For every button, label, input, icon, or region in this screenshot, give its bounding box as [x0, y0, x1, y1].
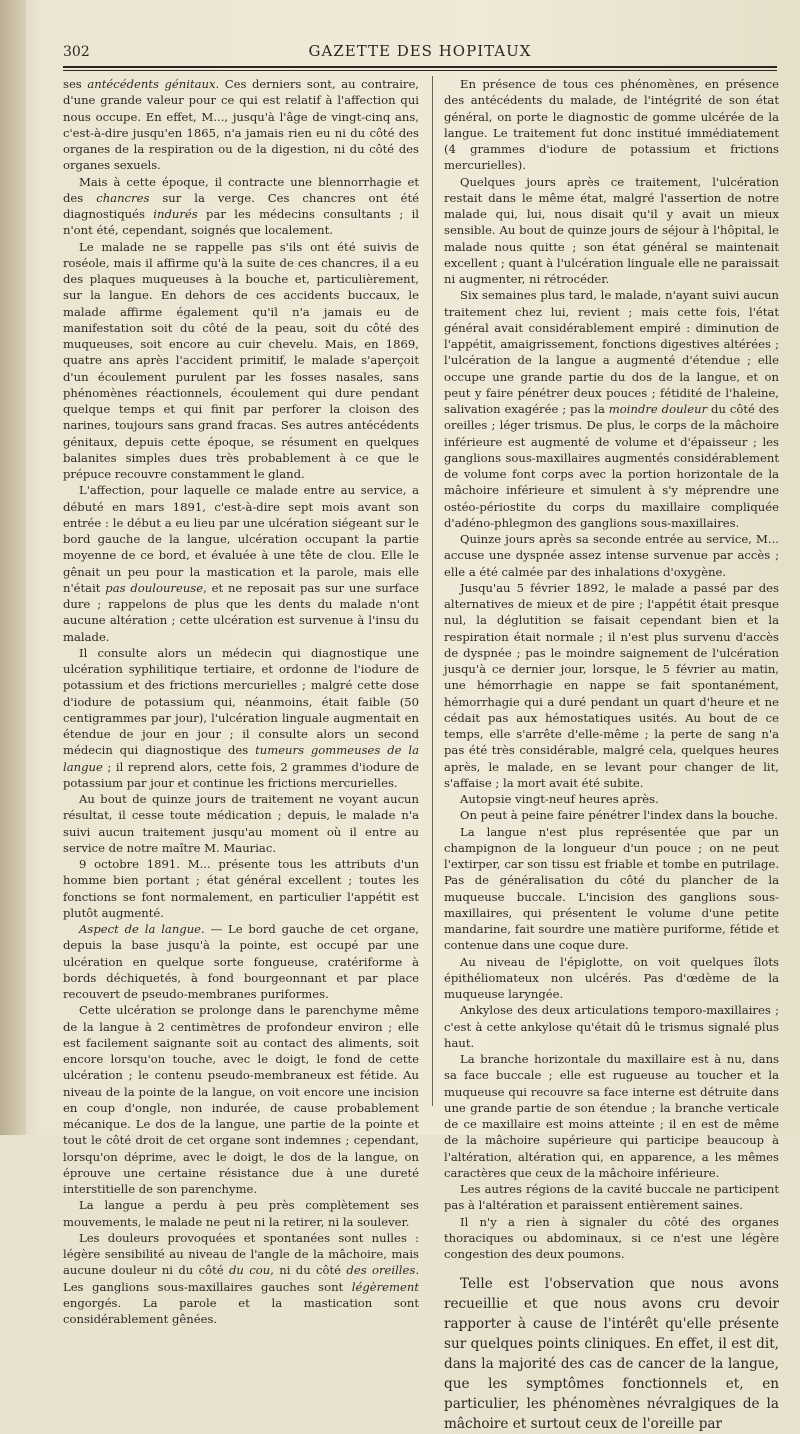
paragraph: Les douleurs provoquées et spontanées sont nulles : légère sensibilité au niveau de l'angle de la mâchoire, mais aucune douleur ni du côté du cou, ni du côté des oreilles. Les ganglions sous-maxillaires gauches sont légèrement engorgés. La parole et la mastication sont considérablement gênées.	[63, 1230, 420, 1326]
conclusion-paragraph: Telle est l'observation que nous avons recueillie et que nous avons cru devoir rapporter à cause de l'intérêt qu'elle présente sur quelques points cliniques. En effet, il est dit, dans la majorité des cas de cancer de la langue, que les symptômes fonctionnels et, en particulier, les phénomènes névralgiques de la mâchoire et surtout ceux de l'oreille par	[444, 1276, 779, 1433]
paragraph: Jusqu'au 5 février 1892, le malade a passé par des alternatives de mieux et de pire ; l'appétit était presque nul, la déglutition se faisait cependant bien et la respiration était normale ; il n'est plus survenu d'accès de dyspnée ; pas le moindre saignement de l'ulcération jusqu'à ce dernier jour, lorsque, le 5 février au matin, une hémorrhagie en nappe se fait spontanément, hémorrhagie qui a duré pendant un quart d'heure et ne cédait pas aux hémostatiques usités. Au bout de ce temps, elle s'arrête d'elle-même ; la perte de sang n'a pas été très considérable, malgré cela, quelques heures après, le malade, en se levant pour changer de lit, s'affaise ; la mort avait été subite.	[444, 580, 779, 790]
paragraph: Le malade ne se rappelle pas s'ils ont été suivis de roséole, mais il affirme qu'à la suite de ces chancres, il a eu des plaques muqueuses à la bouche et, particulièrement, sur la langue. En dehors de ces accidents buccaux, le malade affirme également qu'il n'a jamais eu de manifestation soit du côté de la peau, soit du côté des muqueuses, soit encore au cuir chevelu. Mais, en 1869, quatre ans après l'accident primitif, le malade s'aperçoit d'un écoulement purulent par les fosses nasales, sans phénomènes réactionnels, écoulement qui dure pendant quelque temps et qui finit par perforer la cloison des narines, toujours sans grand fracas. Ses autres antécédents génitaux, depuis cette époque, se résument en quelques balanites simples dues très probablement à ce que le prépuce recouvre constamment le gland.	[63, 239, 419, 481]
paragraph: 9 octobre 1891. M... présente tous les attributs d'un homme bien portant ; état général excellent ; toutes les fonctions se font normalement, en particulier l'appétit est plutôt augmenté.	[63, 857, 419, 920]
paragraph: Aspect de la langue. — Le bord gauche de cet organe, depuis la base jusqu'à la pointe, est occupé par une ulcération en quelque sorte fongueuse, cratériforme à bords déchiquetés, à fond bourgeonnant et par place recouvert de pseudo-membranes puriformes.	[63, 922, 419, 1001]
page-number: 302	[63, 44, 90, 60]
paragraph: Six semaines plus tard, le malade, n'ayant suivi aucun traitement chez lui, revient ; mais cette fois, l'état général avait considérablement empiré : diminution de l'appétit, amaigrissement, fonctions digestives altérées ; l'ulcération de la langue a augmenté d'étendue ; elle occupe une grande partie du dos de la langue, et on peut y faire pénétrer deux pouces ; fétidité de l'haleine, salivation exagérée ; pas la moindre douleur du côté des oreilles ; léger trismus. De plus, le corps de la mâchoire inférieure est augmenté de volume et d'épaisseur ; les ganglions sous-maxillaires augmentés considérablement de volume font corps avec la portion horizontale de la mâchoire inférieure et simulent à s'y méprendre une ostéo-périostite du corps du maxillaire compliquée d'adéno-phlegmon des ganglions sous-maxillaires.	[444, 288, 779, 530]
paragraph: Il consulte alors un médecin qui diagnostique une ulcération syphilitique tertiaire, et ordonne de l'iodure de potassium et des frictions mercurielles ; malgré cette dose d'iodure de potassium qui, néanmoins, était faible (50 centigrammes par jour), l'ulcération linguale augmentait en étendue de jour en jour ; il consulte alors un second médecin qui diagnostique des tumeurs gommeuses de la langue ; il reprend alors, cette fois, 2 grammes d'iodure de potassium par jour et continue les frictions mercurielles.	[63, 645, 419, 790]
paragraph: On peut à peine faire pénétrer l'index dans la bouche.	[460, 808, 778, 823]
paragraph: Quinze jours après sa seconde entrée au service, M... accuse une dyspnée assez intense survenue par accès ; elle a été calmée par des inhalations d'oxygène.	[444, 532, 779, 579]
paragraph: Il n'y a rien à signaler du côté des organes thoraciques ou abdominaux, si ce n'est une légère congestion des deux poumons.	[444, 1214, 779, 1261]
paragraph: ses antécédents génitaux. Ces derniers sont, au contraire, d'une grande valeur pour ce qui est relatif à l'affection qui nous occupe. En effet, M..., jusqu'à l'âge de vingt-cinq ans, c'est-à-dire jusqu'en 1865, n'a jamais rien eu ni du côté des organes de la respiration ou de la digestion, ni du côté des organes sexuels.	[63, 77, 419, 173]
paragraph: Au bout de quinze jours de traitement ne voyant aucun résultat, il cesse toute médication ; depuis, le malade n'a suivi aucun traitement jusqu'au moment où il entre au service de notre maître M. Mauriac.	[63, 792, 419, 855]
paragraph: Autopsie vingt-neuf heures après.	[460, 792, 659, 806]
page-header	[63, 40, 777, 64]
header-rule-thick	[63, 66, 777, 68]
journal-title: GAZETTE DES HOPITAUX	[308, 42, 532, 60]
paragraph: Ankylose des deux articulations temporo-maxillaires ; c'est à cette ankylose qu'était dû le trismus signalé plus haut.	[444, 1003, 779, 1050]
paragraph: La branche horizontale du maxillaire est à nu, dans sa face buccale ; elle est rugueuse au toucher et la muqueuse qui recouvre sa face interne est détruite dans une grande partie de son étendue ; la branche verticale de ce maxillaire est moins atteinte ; il en est de même de la mâchoire supérieure qui participe beaucoup à l'altération, altération qui, en apparence, a les mêmes caractères que ceux de la mâchoire inférieure.	[444, 1052, 779, 1180]
paragraph: Quelques jours après ce traitement, l'ulcération restait dans le même état, malgré l'assertion de notre malade qui, lui, nous disait qu'il y avait un mieux sensible. Au bout de quinze jours de séjour à l'hôpital, le malade nous quitte ; son état général se maintenait excellent ; quant à l'ulcération linguale elle ne paraissait ni augmenter, ni rétrocéder.	[444, 174, 779, 286]
paragraph: En présence de tous ces phénomènes, en présence des antécédents du malade, de l'intégrité de son état général, on porte le diagnostic de gomme ulcérée de la langue. Le traitement fut donc institué immédiatement (4 grammes d'iodure de potassium et frictions mercurielles).	[444, 77, 779, 173]
paragraph: Les autres régions de la cavité buccale ne participent pas à l'altération et paraissent entièrement saines.	[444, 1182, 779, 1213]
binding-gutter	[0, 0, 26, 1135]
right-column	[444, 76, 779, 1433]
paragraph: L'affection, pour laquelle ce malade entre au service, a débuté en mars 1891, c'est-à-dire sept mois avant son entrée : le début a eu lieu par une ulcération siégeant sur le bord gauche de la langue, ulcération occupant la partie moyenne de ce bord, et évaluée à une tête de clou. Elle le gênait un peu pour la mastication et la parole, mais elle n'était pas douloureuse, et ne reposait pas sur une surface dure ; rappelons de plus que les dents du malade n'ont aucune altération ; cette ulcération est survenue à l'insu du malade.	[63, 483, 419, 644]
left-column	[63, 76, 420, 1326]
paragraph: La langue a perdu à peu près complètement ses mouvements, le malade ne peut ni la retirer, ni la soulever.	[63, 1198, 419, 1229]
header-rule-thin	[63, 70, 777, 71]
paragraph: Au niveau de l'épiglotte, on voit quelques îlots épithéliomateux non ulcérés. Pas d'œdème de la muqueuse laryngée.	[444, 954, 779, 1001]
paragraph: Mais à cette époque, il contracte une blennorrhagie et des chancres sur la verge. Ces chancres ont été diagnostiqués indurés par les médecins consultants ; il n'ont été, cependant, soignés que localement.	[63, 174, 419, 238]
column-divider	[432, 76, 433, 1106]
paragraph: La langue n'est plus représentée que par un champignon de la longueur d'un pouce ; on ne peut l'extirper, car son tissu est friable et tombe en putrilage. Pas de généralisation du côté du plancher de la muqueuse buccale. L'incision des ganglions sous-maxillaires, qui présentent le volume d'une petite mandarine, fait sourdre une matière puriforme, fétide et contenue dans une coque dure.	[444, 824, 779, 953]
paragraph: Cette ulcération se prolonge dans le parenchyme même de la langue à 2 centimètres de profondeur environ ; elle est facilement saignante soit au contact des aliments, soit encore lorsqu'on touche, avec le doigt, le fond de cette ulcération ; le contenu pseudo-membraneux est fétide. Au niveau de la pointe de la langue, on voit encore une incision en coup d'ongle, non indurée, de cause probablement mécanique. Le dos de la langue, une partie de la pointe et tout le côté droit de cet organe sont indemnes ; cependant, lorsqu'on déprime, avec le doigt, le dos de la langue, on éprouve une certaine résistance due à une dureté interstitielle de son parenchyme.	[63, 1003, 419, 1196]
